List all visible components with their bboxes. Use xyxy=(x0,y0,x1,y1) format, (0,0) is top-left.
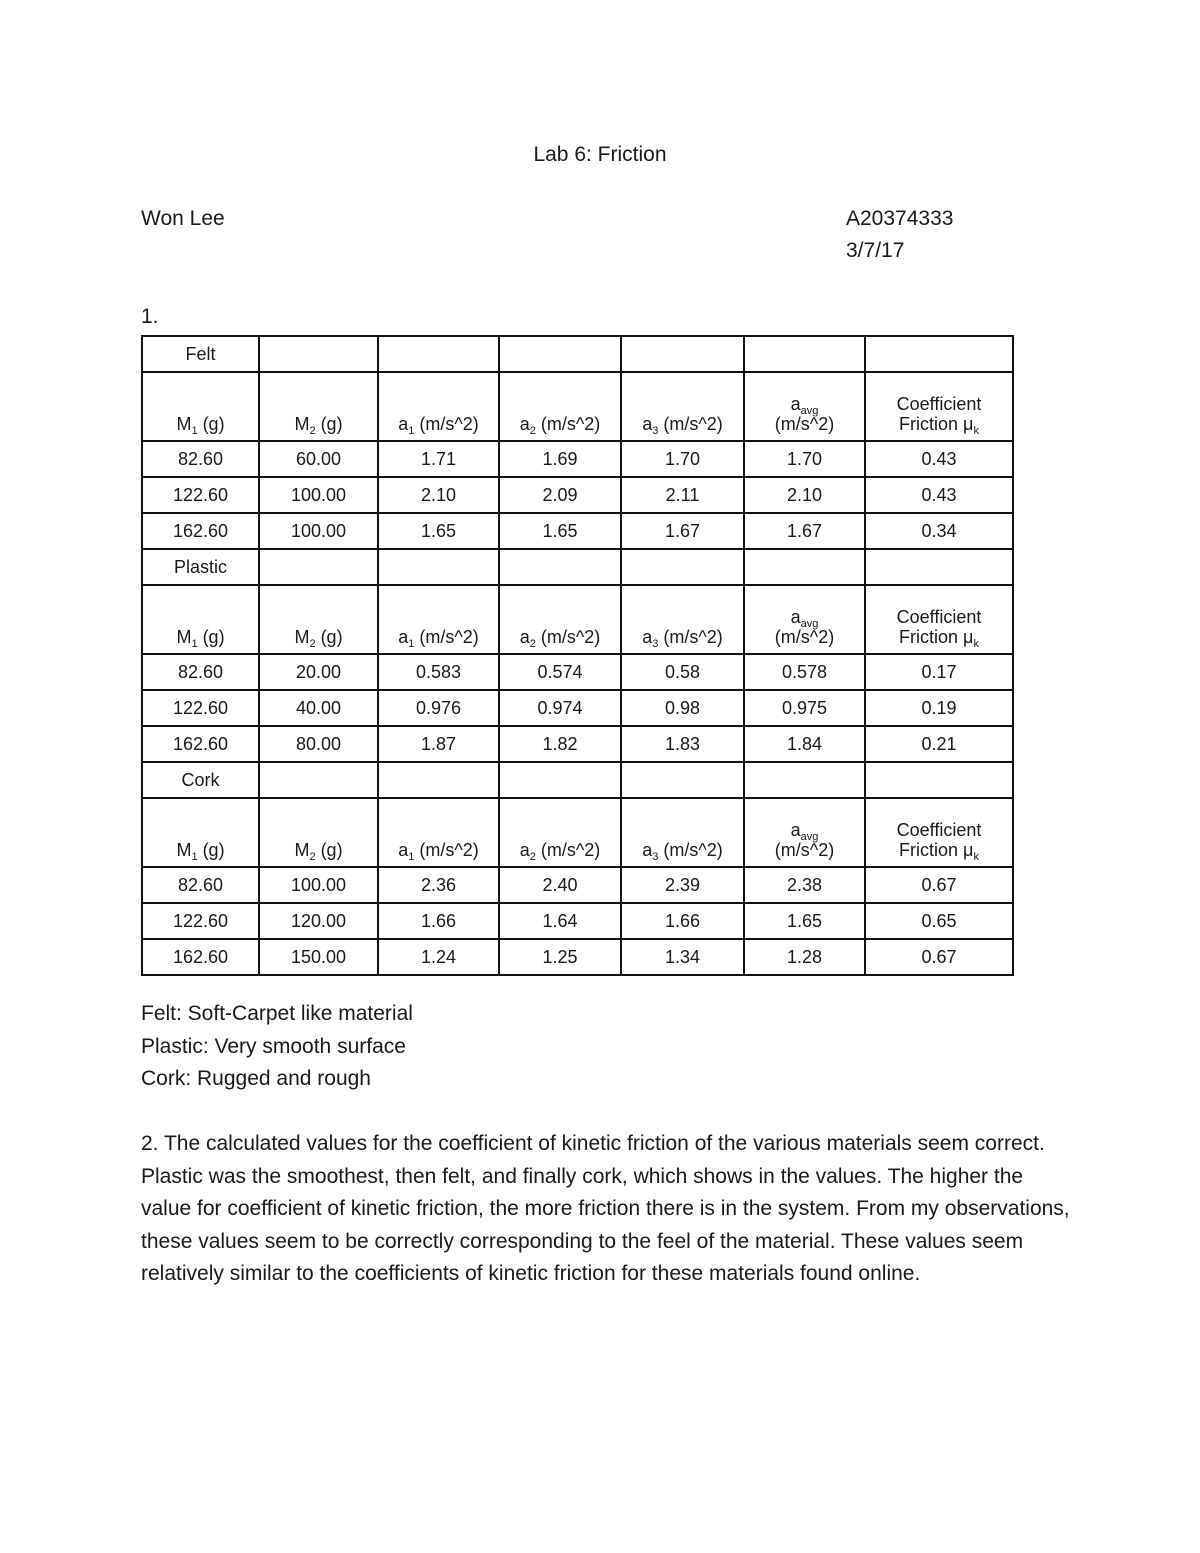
empty-cell xyxy=(378,549,499,585)
header-line1: Coefficient xyxy=(896,607,982,627)
header-coef xyxy=(865,372,1013,441)
header-a3 xyxy=(621,585,744,654)
header-subscript: 1 xyxy=(191,638,198,650)
answer-2-paragraph: 2. The calculated values for the coefficient of kinetic friction of the various materials seem correct. Plastic was the smoothest, then felt, and finally cork, which shows in the values. The higher the value for coefficient of kinetic friction, the more friction there is in the system. From my observations, these values seem to be correctly corresponding to the feel of the material. These values seem relatively similar to the coefficients of kinetic friction for these materials found online. xyxy=(141,1132,1070,1285)
cell-coef: 0.43 xyxy=(865,477,1013,513)
empty-cell xyxy=(499,762,621,798)
cell-a2: 1.25 xyxy=(499,939,621,975)
header-m2 xyxy=(259,585,378,654)
cell-m1: 122.60 xyxy=(142,477,259,513)
cell-a1: 2.36 xyxy=(378,867,499,903)
empty-cell xyxy=(259,336,378,372)
header-symbol: a xyxy=(398,414,409,434)
column-header-row xyxy=(142,372,1013,441)
header-symbol: a xyxy=(642,840,653,860)
cell-a3: 2.11 xyxy=(621,477,744,513)
header-subscript: 2 xyxy=(529,425,536,437)
header-subscript: 3 xyxy=(652,638,659,650)
cell-a2: 2.09 xyxy=(499,477,621,513)
header-coef xyxy=(865,585,1013,654)
material-row xyxy=(142,336,1013,372)
cell-m1: 122.60 xyxy=(142,690,259,726)
cell-a2: 1.64 xyxy=(499,903,621,939)
cell-coef: 0.34 xyxy=(865,513,1013,549)
header-unit: (m/s^2) xyxy=(535,627,601,647)
cell-coef: 0.67 xyxy=(865,939,1013,975)
header-m1 xyxy=(142,372,259,441)
cell-a2: 1.65 xyxy=(499,513,621,549)
header-line2: Friction μ xyxy=(899,840,974,860)
header-m1 xyxy=(142,585,259,654)
empty-cell xyxy=(378,762,499,798)
header-line2: Friction μ xyxy=(899,627,974,647)
header-a1 xyxy=(378,372,499,441)
cell-coef: 0.19 xyxy=(865,690,1013,726)
question-1-label: 1. xyxy=(141,305,159,328)
header-subscript: k xyxy=(973,851,979,863)
header-line1: Coefficient xyxy=(896,394,982,414)
empty-cell xyxy=(865,336,1013,372)
cell-m1: 82.60 xyxy=(142,441,259,477)
empty-cell xyxy=(259,762,378,798)
material-row xyxy=(142,762,1013,798)
felt-description: Felt: Soft-Carpet like material xyxy=(141,1002,413,1025)
header-symbol: a xyxy=(642,627,653,647)
header-symbol: a xyxy=(398,627,409,647)
cell-m2: 100.00 xyxy=(259,867,378,903)
cell-coef: 0.65 xyxy=(865,903,1013,939)
cell-m2: 150.00 xyxy=(259,939,378,975)
cell-coef: 0.17 xyxy=(865,654,1013,690)
header-subscript: 1 xyxy=(408,638,415,650)
cell-aavg: 1.65 xyxy=(744,903,865,939)
cell-a2: 0.974 xyxy=(499,690,621,726)
author-name: Won Lee xyxy=(141,207,225,230)
cell-a1: 1.71 xyxy=(378,441,499,477)
header-unit: (m/s^2) xyxy=(774,627,835,647)
empty-cell xyxy=(744,549,865,585)
header-subscript: 2 xyxy=(309,638,316,650)
empty-cell xyxy=(259,549,378,585)
header-a2 xyxy=(499,585,621,654)
header-symbol: M xyxy=(294,627,310,647)
cell-a3: 1.66 xyxy=(621,903,744,939)
header-unit: (g) xyxy=(315,627,343,647)
friction-data-table xyxy=(141,335,1014,976)
cell-a1: 2.10 xyxy=(378,477,499,513)
empty-cell xyxy=(378,336,499,372)
cell-a1: 0.583 xyxy=(378,654,499,690)
header-symbol: M xyxy=(294,414,310,434)
header-symbol: a xyxy=(790,394,801,414)
header-subscript: avg xyxy=(800,405,819,417)
column-header-row xyxy=(142,585,1013,654)
header-subscript: 2 xyxy=(309,851,316,863)
cell-aavg: 0.578 xyxy=(744,654,865,690)
cell-aavg: 1.67 xyxy=(744,513,865,549)
header-a2 xyxy=(499,372,621,441)
header-subscript: avg xyxy=(800,618,819,630)
header-line1: Coefficient xyxy=(896,820,982,840)
cell-a1: 1.65 xyxy=(378,513,499,549)
cell-coef: 0.67 xyxy=(865,867,1013,903)
cell-m2: 100.00 xyxy=(259,513,378,549)
cell-m1: 122.60 xyxy=(142,903,259,939)
header-aavg xyxy=(744,585,865,654)
header-symbol: M xyxy=(176,414,192,434)
header-unit: (m/s^2) xyxy=(774,414,835,434)
header-subscript: k xyxy=(973,638,979,650)
cell-aavg: 0.975 xyxy=(744,690,865,726)
header-symbol: a xyxy=(790,607,801,627)
header-subscript: 2 xyxy=(529,851,536,863)
cell-a3: 1.70 xyxy=(621,441,744,477)
header-unit: (m/s^2) xyxy=(774,840,835,860)
material-label: Cork xyxy=(142,762,259,798)
column-header-row xyxy=(142,798,1013,867)
cell-m1: 162.60 xyxy=(142,726,259,762)
header-unit: (m/s^2) xyxy=(414,414,479,434)
header-unit: (m/s^2) xyxy=(535,840,601,860)
header-subscript: 3 xyxy=(652,425,659,437)
cell-a1: 1.66 xyxy=(378,903,499,939)
cell-a2: 1.69 xyxy=(499,441,621,477)
cell-m1: 162.60 xyxy=(142,939,259,975)
cell-m1: 82.60 xyxy=(142,867,259,903)
header-subscript: 2 xyxy=(309,425,316,437)
empty-cell xyxy=(499,336,621,372)
header-a1 xyxy=(378,798,499,867)
header-a3 xyxy=(621,372,744,441)
cell-aavg: 1.84 xyxy=(744,726,865,762)
header-unit: (m/s^2) xyxy=(658,840,723,860)
header-unit: (g) xyxy=(315,840,343,860)
cell-m1: 162.60 xyxy=(142,513,259,549)
material-row xyxy=(142,549,1013,585)
cell-a3: 0.98 xyxy=(621,690,744,726)
header-unit: (g) xyxy=(315,414,343,434)
data-row xyxy=(142,726,1013,762)
data-row xyxy=(142,939,1013,975)
cell-a1: 0.976 xyxy=(378,690,499,726)
header-symbol: M xyxy=(294,840,310,860)
header-a3 xyxy=(621,798,744,867)
header-unit: (m/s^2) xyxy=(658,627,723,647)
header-symbol: M xyxy=(176,840,192,860)
empty-cell xyxy=(865,762,1013,798)
cell-m2: 100.00 xyxy=(259,477,378,513)
empty-cell xyxy=(744,762,865,798)
data-row xyxy=(142,441,1013,477)
cell-m1: 82.60 xyxy=(142,654,259,690)
data-row xyxy=(142,513,1013,549)
header-a1 xyxy=(378,585,499,654)
header-aavg xyxy=(744,372,865,441)
material-label: Plastic xyxy=(142,549,259,585)
header-symbol: a xyxy=(398,840,409,860)
cell-aavg: 1.28 xyxy=(744,939,865,975)
document-title: Lab 6: Friction xyxy=(533,143,667,166)
cell-m2: 60.00 xyxy=(259,441,378,477)
data-row xyxy=(142,477,1013,513)
header-unit: (g) xyxy=(197,840,225,860)
header-unit: (m/s^2) xyxy=(414,840,479,860)
header-subscript: 1 xyxy=(191,851,198,863)
cell-m2: 40.00 xyxy=(259,690,378,726)
header-m2 xyxy=(259,372,378,441)
header-subscript: 2 xyxy=(529,638,536,650)
header-subscript: 3 xyxy=(652,851,659,863)
cell-a3: 0.58 xyxy=(621,654,744,690)
cell-a2: 1.82 xyxy=(499,726,621,762)
empty-cell xyxy=(621,762,744,798)
data-row xyxy=(142,867,1013,903)
cell-m2: 80.00 xyxy=(259,726,378,762)
header-subscript: 1 xyxy=(408,851,415,863)
cell-a3: 1.34 xyxy=(621,939,744,975)
material-label: Felt xyxy=(142,336,259,372)
header-a2 xyxy=(499,798,621,867)
header-subscript: avg xyxy=(800,831,819,843)
header-aavg xyxy=(744,798,865,867)
header-symbol: M xyxy=(176,627,192,647)
empty-cell xyxy=(621,336,744,372)
cell-a1: 1.24 xyxy=(378,939,499,975)
header-symbol: a xyxy=(519,414,530,434)
cell-coef: 0.43 xyxy=(865,441,1013,477)
cell-a2: 2.40 xyxy=(499,867,621,903)
empty-cell xyxy=(621,549,744,585)
cell-a1: 1.87 xyxy=(378,726,499,762)
cell-m2: 120.00 xyxy=(259,903,378,939)
header-symbol: a xyxy=(519,840,530,860)
cell-aavg: 2.10 xyxy=(744,477,865,513)
header-unit: (m/s^2) xyxy=(414,627,479,647)
header-m1 xyxy=(142,798,259,867)
cork-description: Cork: Rugged and rough xyxy=(141,1067,371,1090)
empty-cell xyxy=(865,549,1013,585)
cell-aavg: 2.38 xyxy=(744,867,865,903)
header-line2: Friction μ xyxy=(899,414,974,434)
header-coef xyxy=(865,798,1013,867)
cell-coef: 0.21 xyxy=(865,726,1013,762)
data-row xyxy=(142,654,1013,690)
cell-aavg: 1.70 xyxy=(744,441,865,477)
cell-a3: 2.39 xyxy=(621,867,744,903)
header-subscript: 1 xyxy=(191,425,198,437)
data-row xyxy=(142,903,1013,939)
empty-cell xyxy=(499,549,621,585)
cell-m2: 20.00 xyxy=(259,654,378,690)
header-symbol: a xyxy=(519,627,530,647)
header-symbol: a xyxy=(790,820,801,840)
header-m2 xyxy=(259,798,378,867)
header-subscript: k xyxy=(973,425,979,437)
plastic-description: Plastic: Very smooth surface xyxy=(141,1035,406,1058)
header-unit: (m/s^2) xyxy=(658,414,723,434)
empty-cell xyxy=(744,336,865,372)
header-unit: (g) xyxy=(197,414,225,434)
header-unit: (g) xyxy=(197,627,225,647)
cell-a3: 1.67 xyxy=(621,513,744,549)
cell-a3: 1.83 xyxy=(621,726,744,762)
student-id: A20374333 xyxy=(846,207,954,230)
cell-a2: 0.574 xyxy=(499,654,621,690)
header-unit: (m/s^2) xyxy=(535,414,601,434)
document-date: 3/7/17 xyxy=(846,239,905,262)
header-subscript: 1 xyxy=(408,425,415,437)
header-symbol: a xyxy=(642,414,653,434)
data-row xyxy=(142,690,1013,726)
